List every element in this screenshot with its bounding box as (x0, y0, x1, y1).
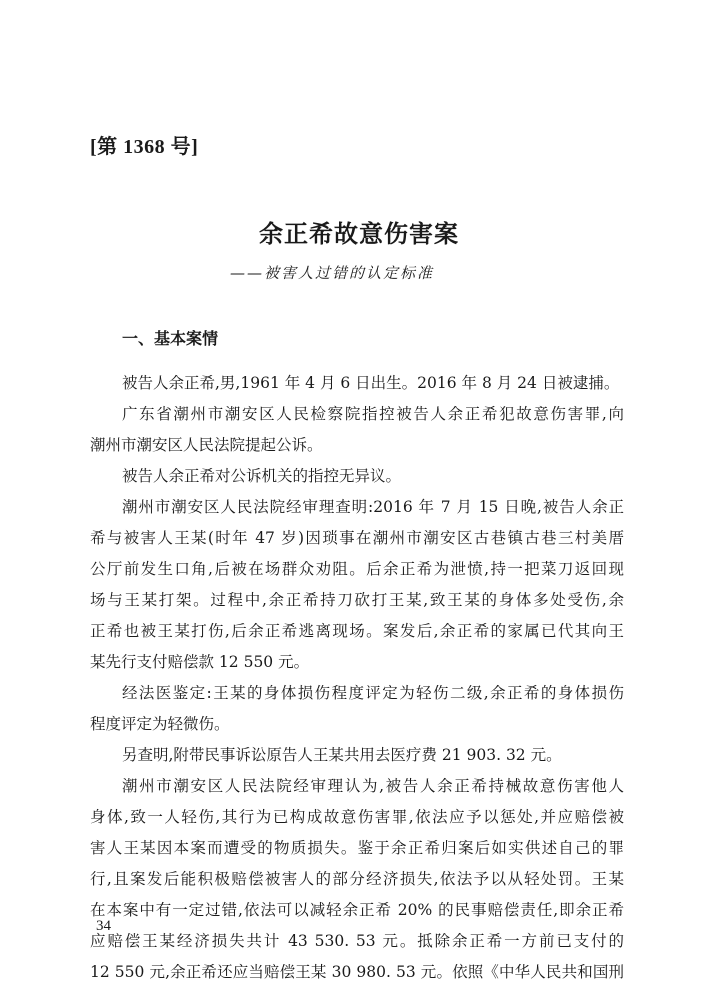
section-heading: 一、基本案情 (122, 329, 219, 348)
text-line: 场与王某打架。过程中,余正希持刀砍打王某,致王某的身体多处受伤,余 (90, 591, 624, 609)
body-text (90, 368, 624, 988)
text-line: 正希也被王某打伤,后余正希逃离现场。案发后,余正希的家属已代其向王 (90, 622, 624, 640)
text-line: 12 550 元,余正希还应当赔偿王某 30 980. 53 元。依照《中华人民共和国刑 (90, 963, 624, 981)
text-line: 广东省潮州市潮安区人民检察院指控被告人余正希犯故意伤害罪,向 (122, 405, 624, 423)
text-line: 经法医鉴定:王某的身体损伤程度评定为轻伤二级,余正希的身体损伤 (122, 684, 624, 702)
text-line: 被告人余正希,男,1961 年 4 月 6 日出生。2016 年 8 月 24 日被逮捕。 (122, 374, 620, 392)
text-line: 行,且案发后能积极赔偿被害人的部分经济损失,依法予以从轻处罚。王某 (90, 870, 624, 888)
text-line: 应赔偿王某经济损失共计 43 530. 53 元。抵除余正希一方前已支付的 (90, 932, 624, 950)
text-line: 另查明,附带民事诉讼原告人王某共用去医疗费 21 903. 32 元。 (122, 746, 562, 764)
text-line: 潮州市潮安区人民法院经审理查明:2016 年 7 月 15 日晚,被告人余正 (122, 498, 624, 516)
text-line: 身体,致一人轻伤,其行为已构成故意伤害罪,依法应予以惩处,并应赔偿被 (90, 808, 624, 826)
text-line: 希与被害人王某(时年 47 岁)因琐事在潮州市潮安区古巷镇古巷三村美厝 (90, 529, 624, 547)
text-line: 被告人余正希对公诉机关的指控无异议。 (122, 467, 402, 485)
text-line: 某先行支付赔偿款 12 550 元。 (90, 653, 310, 671)
text-line: 在本案中有一定过错,依法可以减轻余正希 20% 的民事赔偿责任,即余正希 (90, 901, 624, 919)
case-number: [第 1368 号] (90, 136, 199, 158)
text-line: 公厅前发生口角,后被在场群众劝阻。后余正希为泄愤,持一把菜刀返回现 (90, 560, 624, 578)
text-line: 害人王某因本案而遭受的物质损失。鉴于余正希归案后如实供述自己的罪 (90, 839, 624, 857)
page-number: 34 (96, 918, 111, 934)
text-line: 程度评定为轻微伤。 (90, 715, 230, 733)
document-subtitle: ——被害人过错的认定标准 (230, 264, 435, 282)
document-title: 余正希故意伤害案 (259, 219, 459, 248)
text-line: 潮州市潮安区人民法院经审理认为,被告人余正希持械故意伤害他人 (122, 777, 624, 795)
text-line: 潮州市潮安区人民法院提起公诉。 (90, 436, 323, 454)
